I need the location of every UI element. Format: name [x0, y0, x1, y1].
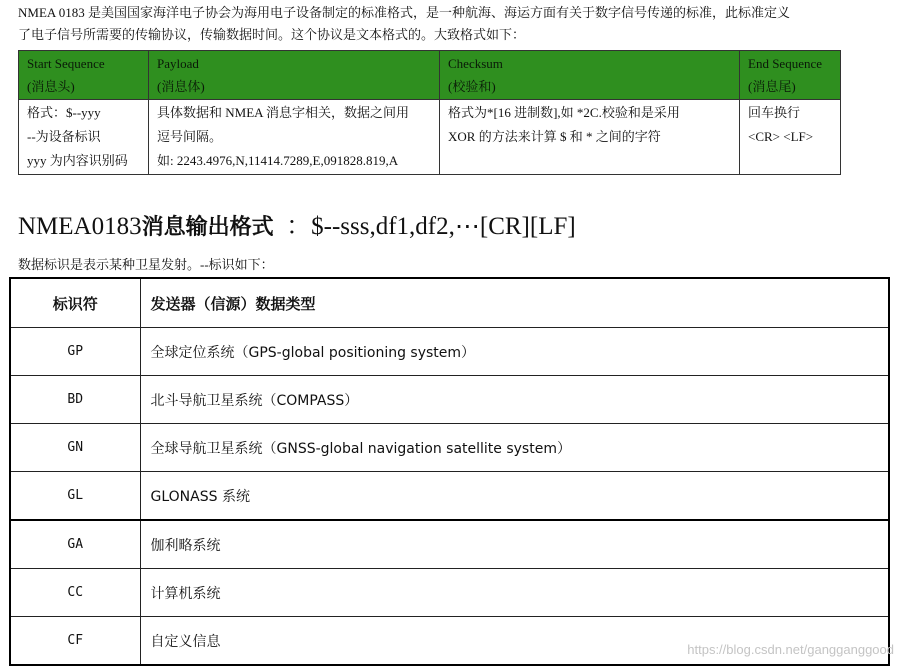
table-row [10, 617, 889, 666]
header-payload-en: Payload [157, 56, 199, 71]
table-row [10, 569, 889, 617]
header-desc: 发送器（信源）数据类型 [140, 278, 889, 328]
row-code: BD [10, 376, 140, 424]
row-desc: 北斗导航卫星系统（COMPASS） [140, 376, 889, 424]
start-line: --为设备标识 [27, 129, 101, 144]
header-start [19, 51, 149, 100]
format-table-body [19, 100, 841, 175]
start-cell [19, 100, 149, 175]
format-table-header [19, 51, 841, 100]
checksum-line: XOR 的方法来计算 $ 和 * 之间的字符 [448, 129, 661, 144]
header-checksum [440, 51, 740, 100]
talker-table-header [10, 278, 889, 328]
payload-line: 逗号间隔。 [157, 129, 223, 144]
end-line: 回车换行 [748, 105, 801, 120]
watermark: https://blog.csdn.net/gangganggood [687, 642, 894, 657]
start-line: yyy 为内容识别码 [27, 153, 128, 168]
header-start-en: Start Sequence [27, 56, 105, 71]
table-row [10, 472, 889, 521]
header-end [740, 51, 841, 100]
payload-line: 具体数据和 NMEA 消息字相关，数据之间用 [157, 105, 410, 120]
checksum-cell [440, 100, 740, 175]
row-code: CF [10, 617, 140, 666]
row-code: GP [10, 328, 140, 376]
row-desc: 计算机系统 [140, 569, 889, 617]
row-code: GN [10, 424, 140, 472]
row-desc: GLONASS 系统 [140, 472, 889, 521]
section-title [18, 206, 576, 242]
intro-line-2: 了电子信号所需要的传输协议，传输数据时间。这个协议是文本格式的。大致格式如下： [18, 27, 526, 42]
payload-line: 如: 2243.4976,N,11414.7289,E,091828.819,A [157, 153, 399, 168]
header-checksum-en: Checksum [448, 56, 503, 71]
header-end-zh: (消息尾) [748, 79, 796, 94]
payload-cell [149, 100, 440, 175]
nmea-format-table [18, 50, 841, 175]
start-line: 格式：$--yyy [27, 105, 101, 120]
table-row [10, 328, 889, 376]
section-title-rest: ：$--sss,df1,df2,⋯[CR][LF] [286, 213, 576, 240]
row-code: GL [10, 472, 140, 521]
intro-paragraph [18, 2, 888, 46]
header-checksum-zh: (校验和) [448, 79, 496, 94]
table-row [10, 520, 889, 569]
section-title-bold: 消息输出格式 [141, 215, 274, 240]
header-end-en: End Sequence [748, 56, 823, 71]
row-desc: 全球导航卫星系统（GNSS-global navigation satellite system） [140, 424, 889, 472]
row-code: CC [10, 569, 140, 617]
table-row [10, 376, 889, 424]
row-code: GA [10, 520, 140, 569]
row-desc: 自定义信息 [140, 617, 889, 666]
section-title-prefix: NMEA0183 [18, 213, 142, 240]
end-line: <CR> <LF> [748, 129, 814, 144]
header-code: 标识符 [10, 278, 140, 328]
header-payload [149, 51, 440, 100]
header-payload-zh: (消息体) [157, 79, 205, 94]
intro-line-1: NMEA 0183 是美国国家海洋电子协会为海用电子设备制定的标准格式，是一种航海、海运方面有关于数字信号传递的标准，此标准定义 [18, 5, 791, 20]
subtitle: 数据标识是表示某种卫星发射。--标识如下： [18, 257, 274, 272]
row-desc: 伽利略系统 [140, 520, 889, 569]
header-start-zh: (消息头) [27, 79, 75, 94]
talker-id-table [9, 277, 890, 666]
end-cell [740, 100, 841, 175]
checksum-line: 格式为*[16 进制数],如 *2C.校验和是采用 [448, 105, 680, 120]
table-row [10, 424, 889, 472]
row-desc: 全球定位系统（GPS-global positioning system） [140, 328, 889, 376]
